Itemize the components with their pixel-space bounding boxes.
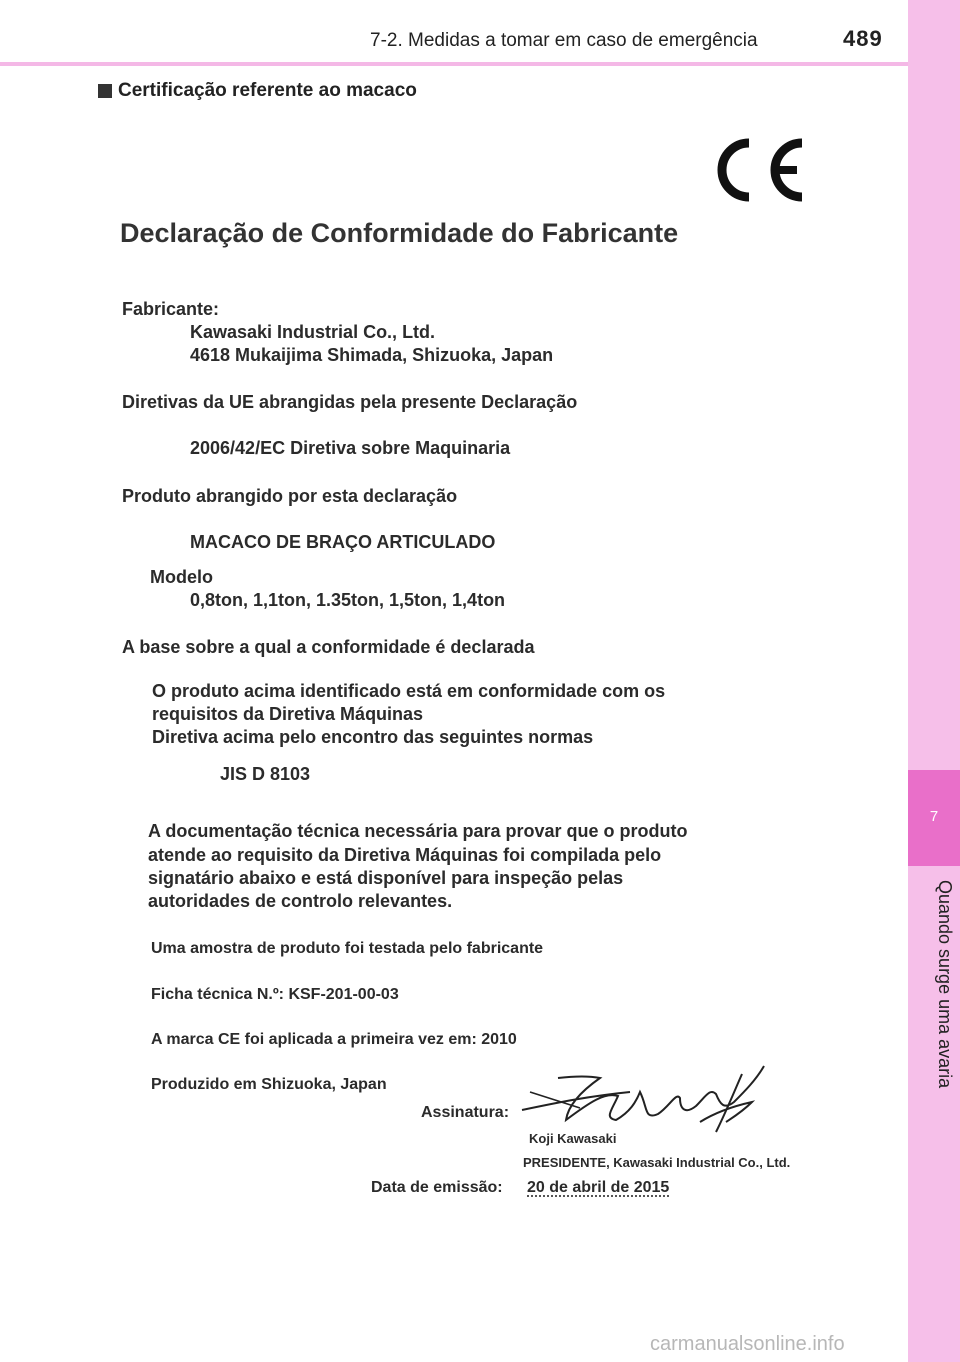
ce-first-applied: A marca CE foi aplicada a primeira vez em: 2010 — [151, 1031, 517, 1048]
watermark: carmanualsonline.info — [650, 1333, 845, 1355]
manufacturer-name: Kawasaki Industrial Co., Ltd. — [190, 322, 436, 342]
page-number: 489 — [843, 26, 883, 51]
model-label: Modelo — [150, 567, 213, 587]
product-name: MACACO DE BRAÇO ARTICULADO — [190, 532, 496, 552]
documentation-line: signatário abaixo e está disponível para inspeção pelas — [148, 868, 624, 888]
directives-label: Diretivas da UE abrangidas pela presente Declaração — [122, 392, 578, 412]
basis-label: A base sobre a qual a conformidade é declarada — [122, 637, 535, 657]
signature-label: Assinatura: — [421, 1104, 510, 1121]
chapter-number: 7 — [929, 808, 939, 825]
ce-mark-logo — [705, 135, 809, 205]
header-divider — [0, 62, 908, 66]
produced-in: Produzido em Shizuoka, Japan — [151, 1076, 387, 1093]
manufacturer-label: Fabricante: — [122, 299, 220, 319]
sample-tested: Uma amostra de produto foi testada pelo fabricante — [151, 940, 544, 957]
issue-date: 20 de abril de 2015 — [527, 1179, 670, 1196]
signatory-title: PRESIDENTE, Kawasaki Industrial Co., Ltd. — [523, 1155, 791, 1170]
datasheet-number: Ficha técnica N.º: KSF-201-00-03 — [151, 986, 399, 1003]
basis-line: requisitos da Diretiva Máquinas — [152, 704, 424, 724]
documentation-line: A documentação técnica necessária para provar que o produto — [148, 821, 688, 841]
documentation-line: autoridades de controlo relevantes. — [148, 891, 453, 911]
section-heading: Certificação referente ao macaco — [118, 80, 417, 101]
square-bullet-icon — [98, 84, 112, 98]
section-title: 7-2. Medidas a tomar em caso de emergência — [370, 30, 758, 51]
chapter-title: Quando surge uma avaria — [935, 880, 955, 1089]
model-list: 0,8ton, 1,1ton, 1.35ton, 1,5ton, 1,4ton — [190, 590, 506, 610]
chapter-side-tab — [908, 0, 960, 1362]
documentation-line: atende ao requisito da Diretiva Máquinas foi compilada pelo — [148, 845, 662, 865]
handwritten-signature — [520, 1062, 770, 1136]
issue-date-label: Data de emissão: — [371, 1179, 503, 1196]
standard: JIS D 8103 — [220, 764, 311, 784]
signatory-name: Koji Kawasaki — [529, 1131, 617, 1146]
declaration-title: Declaração de Conformidade do Fabricante — [120, 218, 679, 248]
directive: 2006/42/EC Diretiva sobre Maquinaria — [190, 438, 511, 458]
product-label: Produto abrangido por esta declaração — [122, 486, 458, 506]
basis-line: O produto acima identificado está em conformidade com os — [152, 681, 666, 701]
basis-line: Diretiva acima pelo encontro das seguintes normas — [152, 727, 594, 747]
manufacturer-address: 4618 Mukaijima Shimada, Shizuoka, Japan — [190, 345, 554, 365]
